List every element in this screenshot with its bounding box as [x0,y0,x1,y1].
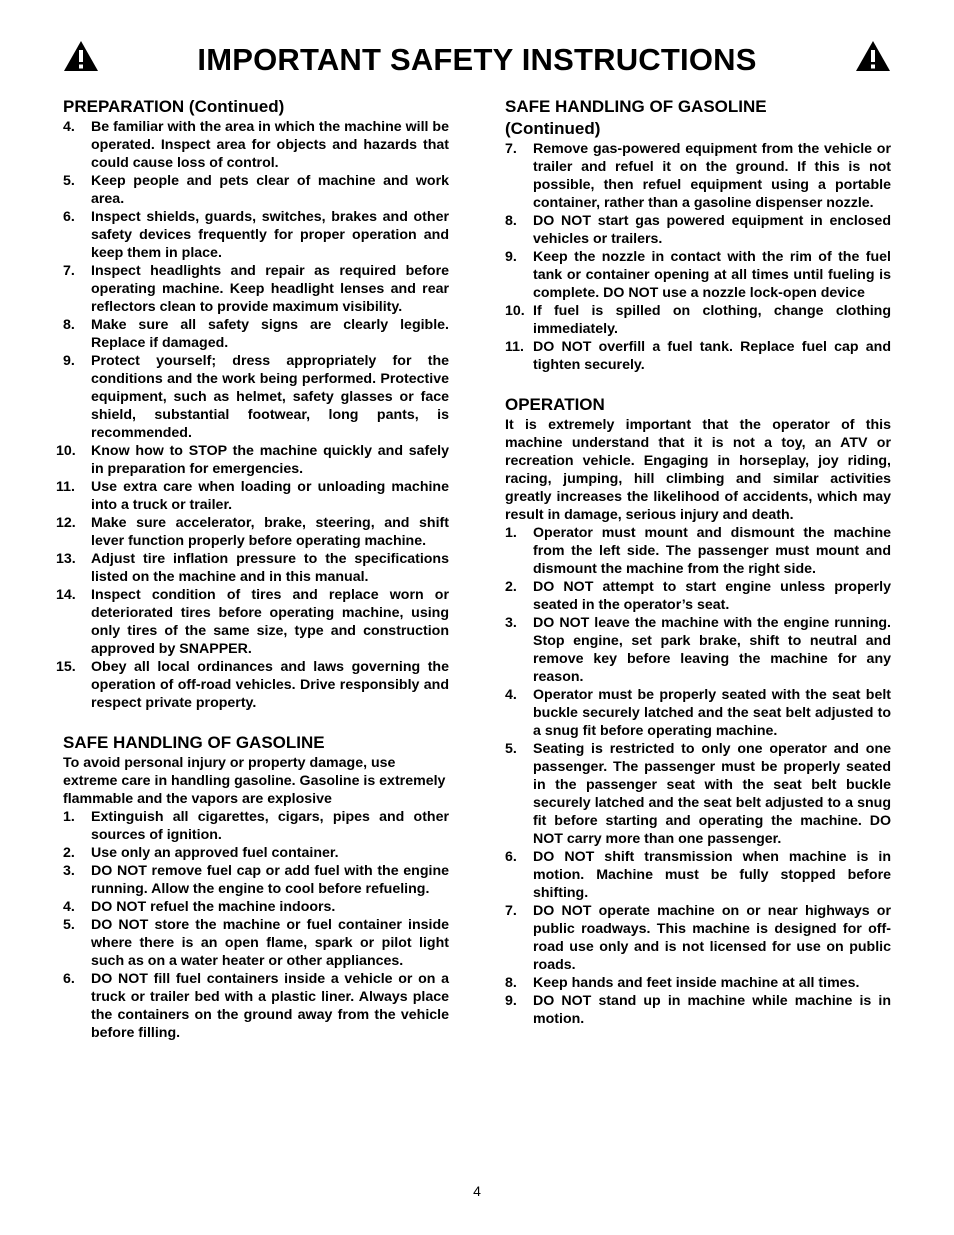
preparation-list [56,118,449,712]
item-number: 2. [505,579,517,595]
section-heading-gasoline: SAFE HANDLING OF GASOLINE [63,733,325,752]
item-text: Operator must be properly seated with the seat belt buckle securely latched and the seat belt adjusted to a snug fit before operating machine. [533,687,891,739]
item-text: DO NOT remove fuel cap or add fuel with the engine running. Allow the engine to cool before refueling. [91,863,449,897]
list-item [63,208,449,262]
page-header [0,38,954,86]
list-item [63,808,449,844]
list-item [56,442,449,478]
item-number: 6. [505,849,517,865]
list-item [505,248,891,302]
heading-line: (Continued) [505,119,601,138]
list-item [505,848,891,902]
item-number: 11. [56,479,75,495]
item-text: Adjust tire inflation pressure to the specifications listed on the machine and in this manual. [91,551,449,585]
item-number: 6. [63,209,75,225]
item-number: 3. [505,615,517,631]
item-text: Obey all local ordinances and laws governing the operation of off-road vehicles. Drive responsibly and respect private property. [91,659,449,711]
list-item [56,514,449,550]
item-number: 7. [505,141,517,157]
list-item [505,614,891,686]
item-number: 8. [505,213,517,229]
list-item [505,686,891,740]
item-number: 12. [56,515,76,531]
item-text: If fuel is spilled on clothing, change clothing immediately. [533,303,891,337]
item-text: DO NOT store the machine or fuel container inside where there is an open flame, spark or pilot light such as on a water heater or other appliances. [91,917,449,969]
item-number: 5. [63,173,75,189]
list-item [505,578,891,614]
list-item [505,524,891,578]
list-item [63,916,449,970]
item-text: DO NOT operate machine on or near highways or public roadways. This machine is designed for off-road use only and is not licensed for use on public roads. [533,903,891,973]
item-text: Protect yourself; dress appropriately for the conditions and the work being performed. Protective equipment, such as helmet, safety glasses or face shield, substantial footwear, long pants, is recommended. [91,353,449,441]
gasoline-continued-list [505,140,891,374]
page-number: 4 [473,1183,481,1199]
list-item [505,140,891,212]
item-number: 2. [63,845,75,861]
item-number: 8. [505,975,517,991]
section-heading-gasoline-continued [505,96,891,140]
item-number: 14. [56,587,76,603]
gasoline-list [63,808,449,1042]
item-text: Extinguish all cigarettes, cigars, pipes and other sources of ignition. [91,809,449,843]
item-text: Use extra care when loading or unloading machine into a truck or trailer. [91,479,449,513]
list-item [505,740,891,848]
item-text: Keep hands and feet inside machine at all times. [533,975,860,991]
list-item [56,658,449,712]
item-number: 5. [63,917,75,933]
item-text: Operator must mount and dismount the machine from the left side. The passenger must mount and dismount the machine from the right side. [533,525,891,577]
item-text: Inspect condition of tires and replace worn or deteriorated tires before operating machine, using only tires of the same size, type and construction approved by SNAPPER. [91,587,449,657]
list-item [56,478,449,514]
item-number: 7. [505,903,517,919]
item-text: Use only an approved fuel container. [91,845,339,861]
item-text: Make sure all safety signs are clearly legible. Replace if damaged. [91,317,449,351]
item-text: DO NOT attempt to start engine unless properly seated in the operator’s seat. [533,579,891,613]
item-number: 15. [56,659,76,675]
list-item [63,262,449,316]
item-text: DO NOT overfill a fuel tank. Replace fuel cap and tighten securely. [533,339,891,373]
item-number: 9. [63,353,75,369]
item-text: Remove gas-powered equipment from the vehicle or trailer and refuel it on the ground. If this is not possible, then refuel equipment using a portable container, rather than a gasoline dispenser nozzle. [533,141,891,211]
list-item [505,902,891,974]
item-text: Know how to STOP the machine quickly and safely in preparation for emergencies. [91,443,449,477]
warning-triangle-icon [855,40,891,72]
item-number: 8. [63,317,75,333]
operation-intro: It is extremely important that the operator of this machine understand that it is not a toy, an ATV or recreation vehicle. Engaging in horseplay, joy riding, racing, jumping, hill climbing and similar activities greatly increases the likelihood of accidents, which may result in damage, serious injury and death. [505,417,891,523]
list-item [56,550,449,586]
list-item [56,586,449,658]
item-text: Keep people and pets clear of machine and work area. [91,173,449,207]
list-item [63,352,449,442]
list-item [63,970,449,1042]
item-text: DO NOT stand up in machine while machine is in motion. [533,993,891,1027]
list-item [63,118,449,172]
item-number: 10. [56,443,76,459]
item-text: Seating is restricted to only one operator and one passenger. The passenger must be properly seated in the passenger seat with the seat belt buckle securely latched and the seat belt adjusted to a snug fit before starting and operating the machine. DO NOT carry more than one passenger. [533,741,891,847]
item-number: 3. [63,863,75,879]
item-number: 6. [63,971,75,987]
list-item [505,302,891,338]
item-text: Keep the nozzle in contact with the rim of the fuel tank or container opening at all times until fueling is complete. DO NOT use a nozzle lock-open device [533,249,891,301]
item-text: DO NOT shift transmission when machine is in motion. Machine must be fully stopped before shifting. [533,849,891,901]
list-item [63,316,449,352]
operation-list [505,524,891,1028]
list-item [63,898,449,916]
item-number: 4. [63,119,75,135]
list-item [505,992,891,1028]
list-item [505,338,891,374]
item-number: 1. [63,809,75,825]
item-number: 1. [505,525,517,541]
item-text: DO NOT start gas powered equipment in enclosed vehicles or trailers. [533,213,891,247]
list-item [63,844,449,862]
item-text: DO NOT leave the machine with the engine running. Stop engine, set park brake, shift to neutral and remove key before leaving the machine for any reason. [533,615,891,685]
item-text: DO NOT refuel the machine indoors. [91,899,336,915]
list-item [63,172,449,208]
item-number: 7. [63,263,75,279]
heading-line: SAFE HANDLING OF GASOLINE [505,97,767,116]
list-item [63,862,449,898]
left-column [56,96,449,1042]
item-text: Inspect headlights and repair as required before operating machine. Keep headlight lenses and rear reflectors clean to provide maximum visibility. [91,263,449,315]
item-text: DO NOT fill fuel containers inside a vehicle or on a truck or trailer bed with a plastic liner. Always place the containers on the ground away from the vehicle before filling. [91,971,449,1041]
item-number: 9. [505,249,517,265]
item-number: 10. [505,303,525,319]
item-number: 9. [505,993,517,1009]
item-number: 11. [505,339,524,355]
item-number: 13. [56,551,76,567]
item-number: 5. [505,741,517,757]
list-item [505,974,891,992]
right-column [505,96,891,1028]
item-text: Be familiar with the area in which the machine will be operated. Inspect area for objects and hazards that could cause loss of control. [91,119,449,171]
list-item [505,212,891,248]
section-heading-preparation: PREPARATION (Continued) [63,97,285,116]
item-text: Inspect shields, guards, switches, brakes and other safety devices frequently for proper operation and keep them in place. [91,209,449,261]
item-text: Make sure accelerator, brake, steering, and shift lever function properly before operating machine. [91,515,449,549]
item-number: 4. [63,899,75,915]
page-title: IMPORTANT SAFETY INSTRUCTIONS [197,42,757,77]
section-heading-operation: OPERATION [505,395,605,414]
item-number: 4. [505,687,517,703]
gasoline-intro: To avoid personal injury or property damage, use extreme care in handling gasoline. Gasoline is extremely flammable and the vapors are explosive [63,755,446,807]
